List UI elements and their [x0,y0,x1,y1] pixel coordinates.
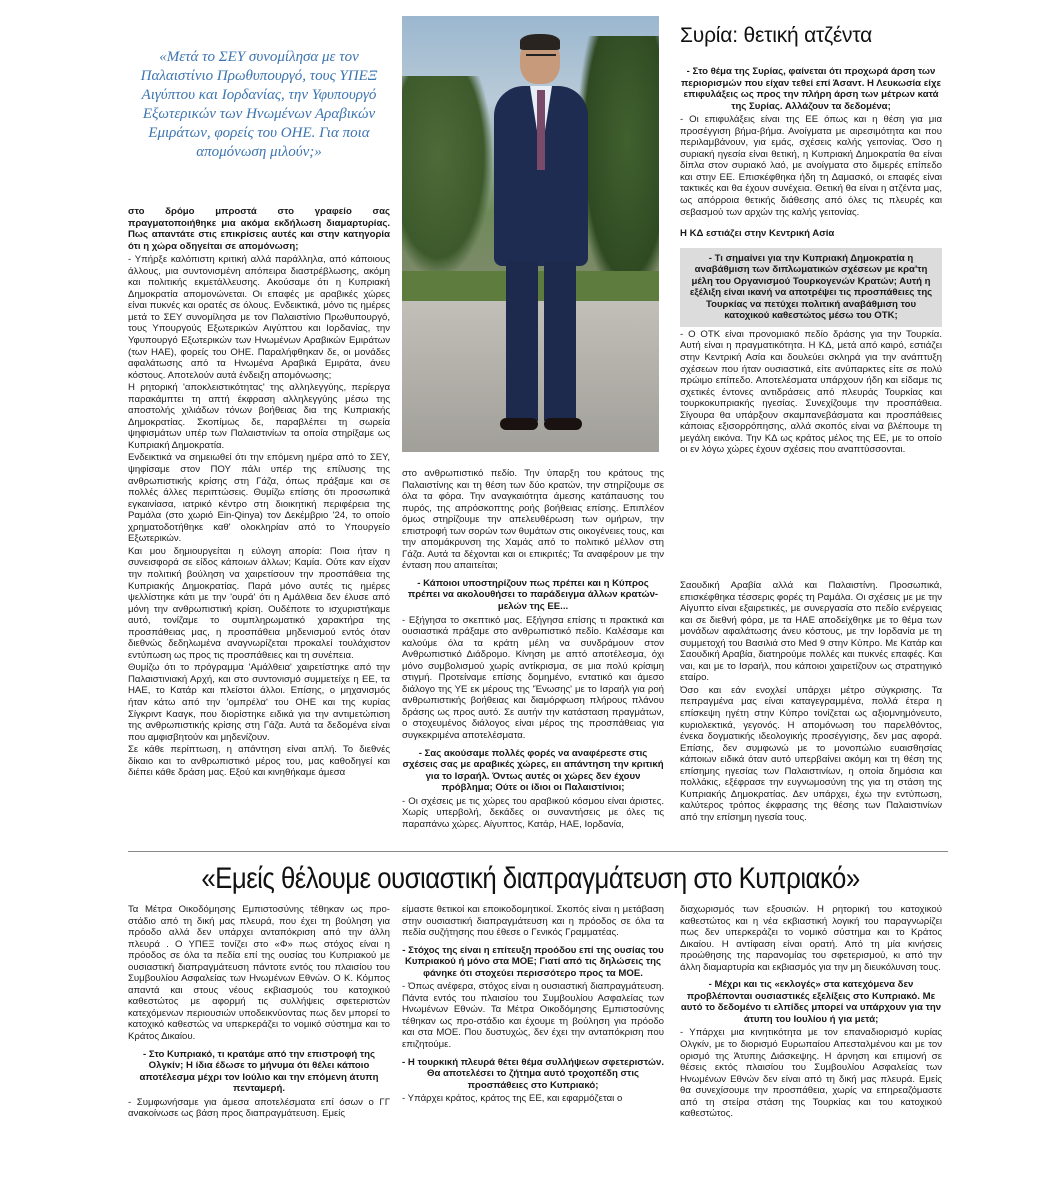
divider-rule [128,851,948,852]
question-text: - Στόχος της είναι η επίτευξη προόδου επί της ουσίας του Κυπριακού ή μόνο στα ΜΟΕ; Γιατί από τις δηλώσεις της φάνηκε ότι στοχεύει περισσότερο προς τα ΜΟΕ. [402,944,664,979]
subheading: Η ΚΔ εστιάζει στην Κεντρική Ασία [680,228,835,240]
article-headline: «Εμείς θέλουμε ουσιαστική διαπραγμάτευση στο Κυπριακό» [201,862,860,895]
bottom-column-3 [680,904,942,1194]
paragraph: είμαστε θετικοί και εποικοδομητικοί. Σκοπός είναι η μετάβαση στην ουσιαστική διαπραγμάτευση και η πρόοδος σε όλα τα πεδία συζήτησης που έθεσε ο Γενικός Γραμματέας. [402,904,664,939]
answer-text: - Οι σχέσεις με τις χώρες του αραβικού κόσμου είναι άριστες. Χωρίς υπερβολή, δεκάδες οι συναντήσεις με όλες τις παραπάνω χώρες. Αίγυπτος, Κατάρ, ΗΑΕ, Ιορδανία, [402,795,664,830]
syria-sidebar [680,66,942,566]
portrait-photo [402,16,659,452]
shoe-left [500,418,538,430]
hair [520,34,560,50]
trees-left [402,76,492,276]
sidebar-title: Συρία: θετική ατζέντα [680,24,873,47]
answer-text: - Όπως ανέφερα, στόχος είναι η ουσιαστική διαπραγμάτευση. Πάντα εντός του πλαισίου του Συμβουλίου Ασφαλείας των Ηνωμένων Εθνών. Τα Μέτρα Οικοδόμησης Εμπιστοσύνης τέθηκαν ως προ-στάδιο και έχουμε τη βούληση για πρόοδο και στα ΜΟΕ. Που δυστυχώς, δεν έχει την ανταπόκριση που επιζητούμε. [402,981,664,1051]
answer-text: - Υπήρξε καλόπιστη κριτική αλλά παράλληλα, από κάποιους άλλους, μια συντονισμένη απόπειρα διαστρέβλωσης, ακόμη και πολιτικής εκμετάλλευσης. Ακούσαμε ότι η Κυπριακή Δημοκρατία απομονώνεται. Οι επαφές με αραβικές χώρες είναι πυκνές και ορατές σε όλους. Ενδεικτικά, μόνο τις ημέρες μετά το ΣΕΥ συνομίλησα με τον Παλαιστίνιο Πρωθυπουργό, τους Υπουργούς Εξωτερικών Αιγύπτου και Ιορδανίας, την Υφυπουργό Εξωτερικών των Ηνωμένων Αραβικών Εμιράτων (των ΗΑΕ), φορείς του ΟΗΕ. Παραλήφθηκαν δε, οι μονάδες αφαλάτωσης από τα Ηνωμένα Αραβικά Εμιράτα, άνευ κόστους. Αποτελούν αυτά ένδειξη απομόνωσης; [128,254,390,381]
shoe-right [544,418,582,430]
pull-quote: «Μετά το ΣΕΥ συνομίλησα με τον Παλαιστίνιο Πρωθυπουργό, τους ΥΠΕΞ Αιγύπτου και Ιορδανίας, την Υφυπουργό Εξωτερικών των Ηνωμένων Αραβικών Εμιράτων, φορείς του ΟΗΕ. Για ποια απομόνωση μιλούν;» [140,49,378,160]
paragraph: Ενδεικτικά να σημειωθεί ότι την επόμενη ημέρα από το ΣΕΥ, ψηφίσαμε στον ΠΟΥ πάλι υπέρ της επίλυσης της ανθρωπιστικής κρίσης στη Γάζα, όπως πράξαμε και σε πολλές άλλες περιπτώσεις. Θυμίζω επίσης ότι προσωπικά εγκαινίασα, ιατρικό κέντρο στη διοικητική περιφέρεια της Ραμάλα (στο χωριό Ein-Qinya) τον Δεκέμβριο '24, το οποίο χρηματοδοτήθηκε καθ' ολοκληρίαν από το Υπουργείο Εξωτερικών. [128,452,390,545]
leg-left [506,261,538,421]
answer-text: - Υπάρχει κράτος, κράτος της ΕΕ, και εφαρμόζεται ο [402,1093,623,1105]
answer-text: - Εξήγησα το σκεπτικό μας. Εξήγησα επίσης τι πρακτικά και ουσιαστικά πράξαμε στο ανθρωπιστικό πεδίο. Καλέσαμε και καλούμε όλα τα κράτη μέλη να συνδράμουν στον Ανθρωπιστικό Διάδρομο. Κίνηση με απτό αποτέλεσμα, όχι μόνο συμβολισμού χωρίς αντίκρισμα, σε μια πολύ κρίσιμη στιγμή. Προτείναμε επίσης δομημένο, εντατικό και άμεσο διάλογο της ΥΕ εκ μέρους της 'Ένωσης' με το Ισραήλ για ροή ανθρωπιστικής βοήθειας και διαμόρφωση πλήρους πλάνου δράσης ως προς αυτό. Σε αυτήν την κατάσταση πραγμάτων, ο στοχευμένος διάλογος είναι μέρος της προσπάθειας για συγκεκριμένα αποτελέσματα. [402,614,664,742]
question-text: - Κάποιοι υποστηρίζουν πως πρέπει και η Κύπρος πρέπει να ακολουθήσει το παράδειγμα άλλων κρατών-μελών της ΕΕ... [407,577,659,613]
question-text: στο δρόμο μπροστά στο γραφείο σας πραγματοποιήθηκε μια ακόμα εκδήλωση διαμαρτυρίας. Πως απαντάτε στις επικρίσεις αυτές και στην κατηγορία ότι η χώρα οδηγείται σε απομόνωση; [128,206,390,252]
paragraph: Η ρητορική 'αποκλειστικότητας' της αλληλεγγύης, περίεργα παρακάμπτει τη απτή έκφραση αλληλεγγύης μέσω της αποστολής χιλιάδων τόνων βοήθειας δια της Κυπριακής Δημοκρατίας. Σκοπίμως δε, παραβλέπει τη σωρεία ψηφισμάτων υπέρ των Παλαιστινίων τα οποία στηρίξαμε ως Κυπριακή Δημοκρατία. [128,382,390,451]
question-text: - Μέχρι και τις «εκλογές» στα κατεχόμενα δεν προβλέπονται ουσιαστικές εξελίξεις στο Κυπριακό. Με αυτό το δεδομένο τι ελπίδες μπορεί να υπάρχουν για την άτυπη του Ιουλίου ή για μετά; [680,979,942,1025]
paragraph: Και μου δημιουργείται η εύλογη απορία: Ποια ήταν η συνεισφορά σε είδος κάποιων άλλων; Καμία. Ούτε καν είχαν την πολιτική βούληση να χαιρετίσουν την προσπάθεια της Κυπριακής Δημοκρατίας. Παρά μόνο αυτές τις ημέρες ψελλίστηκε κάτι με την 'ουρά' ότι η Αμάλθεια δεν έλυσε από μόνη την ανθρωπιστική κρίση. Ουδέποτε το ισχυριστήκαμε αυτό, τονίζαμε το συμπληρωματικό χαρακτήρα της προσπάθειας μας, η προσπάθεια μηδενισμού εντός όταν διεθνώς δεδηλωμένα αναγνωρίζεται προκαλεί τουλάχιστον εντύπωση ως προς τις προσπάθειες και τη συνέπεια. [128,545,390,661]
paragraph: διαχωρισμός των εξουσιών. Η ρητορική του κατοχικού καθεστώτος και η νέα εκβιαστική λογική του παραγνωρίζει πως δεν υπερκεράζει το νομικό σύστημα και το Κράτος Δικαίου. Η αντίφαση είναι ορατή. Από τη μία κινήσεις προώθησης της παρανομίας του σφετερισμού, κι από την άλλη διαμαρτυρία και εκβιασμός για την μη διευκόλυνση τους. [680,904,942,973]
answer-text: - Οι επιφυλάξεις είναι της ΕΕ όπως και η θέση για μια προσέγγιση βήμα-βήμα. Ανοίγματα με αιρεσιμότητα και που περιλαμβάνουν, για εμάς, σχέσεις καλής γειτονίας. Όσο η συριακή ηγεσία είναι θετική, η Κυπριακή Δημοκρατία θα είναι δίπλα στον συριακό λαό, με ανοίγματα στο διμερές επίπεδο και στην ΕΕ. Επισκέφθηκα ήδη τη Δαμασκό, οι επαφές είναι τακτικές και θα έχουν συνέχεια. Θετική θα είναι η ατζέντα μας, ως απόρροια θετικής διάθεσης από όλες τις πλευρές και σεβασμού των αρχών της καλής γειτονίας. [680,114,942,218]
question-text: - Σας ακούσαμε πολλές φορές να αναφέρεστε στις σχέσεις σας με αραβικές χώρες, ειι απάντηση την κριτική για το Ισραήλ. Όντως αυτές οι χώρες δεν έχουν πρόβλημα; Ούτε οι ίδιοι οι Παλαιστίνιοι; [402,747,664,794]
question-text: - Η τουρκική πλευρά θέτει θέμα συλλήψεων σφετεριστών. Θα αποτελέσει το ζήτημα αυτό τροχοπέδη στις προσπάθειες στο Κυπριακό; [402,1056,664,1091]
glasses [526,54,556,62]
article-column-1 [128,206,390,846]
answer-text: - Ο ΟΤΚ είναι προνομιακό πεδίο δράσης για την Τουρκία. Αυτή είναι η πραγματικότητα. Η ΚΔ, μετά από καιρό, εστιάζει στην Κεντρική Ασία και δουλεύει σκληρά για την ανάπτυξη σχέσεων που ήταν ουσιαστικά, είτε ανύπαρκτες είτε σε πολύ πρώιμο επίπεδο. Αποτελέσματα υπάρχουν ήδη και είδαμε τις σχετικές έντονες αντιδράσεις από πλευράς Τουρκίας και τουρκοκυπριακής ηγεσίας. Συνεχίζουμε την προσπάθεια. Σίγουρα θα υπάρξουν σκαμπανεβάσματα και προσπάθειες κάποιας εξισορρόπησης, αλλά σκοπός είναι να βλέπουμε τη μεγάλη εικόνα. Την ΚΔ ως κράτος μέλος της ΕΕ, με το οποίο οι εν λόγω χώρες έχουν σχέσεις που αναπτύσσονται. [680,328,942,456]
paragraph: Όσο και εάν ενοχλεί υπάρχει μέτρο σύγκρισης. Τα πεπραγμένα μας είναι καταγεγραμμένα, πολλά έτερα η επίσκεψη ηγέτη στην Κύπρο τονίζεται ως αξιομνημόνευτο, κυριολεκτικά, γεγονός. Η απομόνωση του παρελθόντος, ένεκα δογματικής ιδεολογικής προσέγγισης, δεν μας αφορά. Επίσης, δεν συμφωνώ με το μονοπώλιο ευαισθησίας κάποιων ειδικά όταν αυτό υπερβαίνει ακόμη και τη θέση της επίσημης ηγεσίας των Παλαιστινίων, η οποία δημόσια και πολλάκις, εξέφρασε την ευγνωμοσύνη της για τη στάση της Κυπριακής Δημοκρατίας. Δεν υπάρχει, έχω την εντύπωση, καλύτερος τρόπος έκφρασης της θέσης των Παλαιστινίων από την επίσημη ηγεσία τους. [680,684,942,823]
article-column-3 [680,580,942,846]
tie [537,90,545,170]
leg-right [544,261,576,421]
question-text: - Στο Κυπριακό, τι κρατάμε από την επιστροφή της Ολγκίν; Η ίδια έδωσε το μήνυμα ότι θέλει κάποιο αποτέλεσμα μέχρι τον Ιούλιο και την επόμενη άτυπη πενταμερή. [139,1048,379,1095]
answer-text: - Συμφωνήσαμε για άμεσα αποτελέσματα επί όσων ο ΓΓ ανακοίνωσε ως βάση προς διαπραγμάτευση. Εμείς [128,1096,390,1120]
paragraph: Τα Μέτρα Οικοδόμησης Εμπιστοσύνης τέθηκαν ως προ-στάδιο από τη δική μας πλευρά, που έχει τη βούληση για πρόοδο αλλά δεν υπάρχει ανταπόκριση από την άλλη πλευρά . Ο ΥΠΕΞ τονίζει στο «Φ» πως στόχος είναι η πρόοδος σε όλα τα πεδία επί της ουσίας του Κυπριακού με ουσιαστική διαπραγμάτευση πάντοτε εντός του πλαισίου του Συμβουλίου Ασφαλείας των Ηνωμένων Εθνών. Ο Κ. Κόμπος απαντά και στους νέους εκβιασμούς του κατοχικού καθεστώτος με αφορμή τις συλλήψεις σφετεριστών κατεχόμενων περιουσιών υποδεικνύοντας πως δεν μπορεί το κατοχικό καθεστώς να υπερκεράζει το νομικό σύστημα και το Κράτος Δικαίου. [128,904,390,1043]
paragraph: Θυμίζω ότι το πρόγραμμα 'Αμάλθεια' χαιρετίστηκε από την Παλαιστινιακή Αρχή, και στο συντονισμό συμμετείχε η ΕΕ, τα ΗΑΕ, το Κατάρ και πλείστοι άλλοι. Επίσης, ο μηχανισμός ήταν κάτω από την 'ομπρέλα' του ΟΗΕ και της κυρίας Σίγκριντ Κααγκ, που διορίστηκε ειδικά για την αντιμετώπιση της ανθρωπιστικής κρίσης στη Γάζα. Αυτά τα δεδομένα είναι που αμφισβητούν και μηδενίζουν. [128,662,390,743]
article-column-2 [402,468,664,848]
highlighted-question: - Τι σημαίνει για την Κυπριακή Δημοκρατία η αναβάθμιση των διπλωματικών σχέσεων με κρα'τη μέλη του Οργανισμού Τουρκογενών Κρατών; Αυτή η εξέλιξη είναι ικανή να αποτρέψει τις προσπάθειες της Τουρκίας να πετύχει πολιτική αναβάθμιση του κατοχικού καθεστώτος μέσω του ΟΤΚ; [680,248,942,327]
question-text: - Στο θέμα της Συρίας, φαίνεται ότι προχωρά άρση των περιορισμών που είχαν τεθεί επί Άσαντ. Η Λευκωσία είχε επιφυλάξεις ως προς την πλήρη άρση των μέτρων κατά της Συρίας. Αλλάζουν τα δεδομένα; [680,66,942,112]
paragraph: στο ανθρωπιστικό πεδίο. Την ύπαρξη του κράτους της Παλαιστίνης και τη θέση των δύο κρατών, την στηρίζουμε σε όλα τα φόρα. Την αναγκαιότητα άμεσης κατάπαυσης του πυρός, της απρόσκοπτης ροής βοήθειας επίσης. Επιπλέον όμως στηρίζουμε την απελευθέρωση των ομήρων, την επιστροφή των σορών των θυμάτων στις οικογένειες τους, και την απομάκρυνση της Χαμάς από το πολιτικό μέλλον στη Γάζα. Αυτά τα δέχονται και οι επικριτές; Τα αναφέρουν με την ένταση που απαιτείται; [402,468,664,572]
standing-man-figure [482,36,602,436]
answer-text: - Υπάρχει μια κινητικότητα με τον επαναδιορισμό κυρίας Ολγκίν, με το διορισμό Ευρωπαίου Απεσταλμένου και με τον ορισμό της Άτυπης Διάσκεψης. Η άρνηση και επιμονή σε θέσεις εκτός πλαισίου του Συμβουλίου Ασφαλείας των Ηνωμένων Εθνών δεν είναι από τη δική μας πλευρά. Εμείς θα συνεχίσουμε την προσπάθεια, χωρίς να επηρεαζόμαστε από τη στείρα στάση της Τουρκίας και του κατοχικού καθεστώτος. [680,1027,942,1120]
bottom-column-1 [128,904,390,1194]
paragraph: Σαουδική Αραβία αλλά και Παλαιστίνη. Προσωπικά, επισκέφθηκα τέσσερις φορές τη Ραμάλα. Οι σχέσεις με με την Αίγυπτο είναι εξαιρετικές, με συνεργασία στο πεδίο ενέργειας και σε διεθνή φόρα, με τα ΗΑΕ αποδείχθηκε με το θέμα των μονάδων αφαλάτωσης άνευ κόστους, με την Ιορδανία με τη συμμετοχή του Βασιλιά στο Med 9 στην Κύπρο. Με Κατάρ και Σαουδική Αραβία, διατηρούμε πολλές και πυκνές επαφές. Και ναι, και με το Ισραήλ, που κάποιοι χαιρετίζουν ως στρατηγικό εταίρο. [680,580,942,684]
bottom-column-2 [402,904,664,1194]
paragraph: Σε κάθε περίπτωση, η απάντηση είναι απλή. Το διεθνές δίκαιο και το ανθρωπιστικό μέρος του, μας καθοδηγεί και διέπει κάθε δράση μας. Εξού και κινηθήκαμε άμεσα [128,744,390,779]
